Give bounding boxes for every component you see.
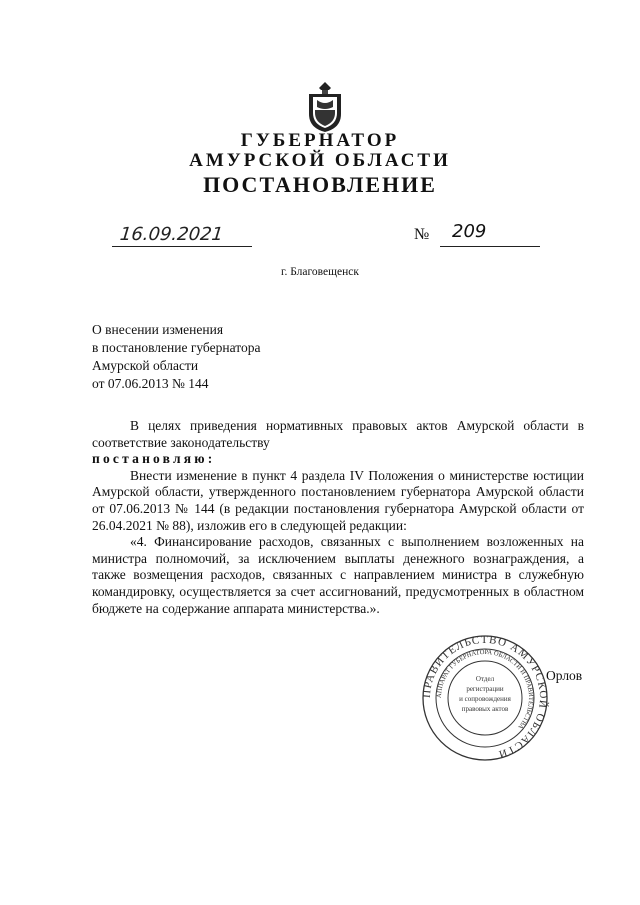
stamp-center-line: Отдел [475, 675, 495, 683]
stamp-outer-text: ПРАВИТЕЛЬСТВО АМУРСКОЙ ОБЛАСТИ [420, 633, 550, 761]
stamp-ring-text: АППАРАТ ГУБЕРНАТОРА ОБЛАСТИ И ПРАВИТЕЛЬСТВА [435, 648, 535, 731]
registration-stamp [420, 633, 550, 763]
number-underline [440, 246, 540, 247]
stamp-center-line: регистрации [466, 685, 504, 693]
stamp-center-line: и сопровождения [459, 695, 511, 703]
document-date: 16.09.2021 [118, 224, 225, 245]
signatory-name: Орлов [546, 668, 583, 683]
stamp-center-line: правовых актов [461, 705, 509, 713]
amendment-paragraph: Внести изменение в пункт 4 раздела IV Положения о министерстве юстиции Амурской области, утвержденного постановлением губернатора Амурской области от 07.06.2013 № 144 (в редакции постановления губернатора Амурской области от 26.04.2021 № 88), изложив его в следующей редакции: [92, 467, 584, 533]
subject-line: от 07.06.2013 № 144 [92, 376, 209, 391]
date-underline [112, 246, 252, 247]
preamble-paragraph: В целях приведения нормативных правовых актов Амурской области в соответствие законодательству [92, 418, 584, 450]
governor-heading: ГУБЕРНАТОР [240, 130, 400, 151]
subject-line: Амурской области [92, 358, 199, 373]
decree-word: постановляю: [92, 451, 216, 467]
city-line: г. Благовещенск [281, 266, 359, 278]
document-subject [92, 321, 260, 393]
number-sign: № [414, 226, 430, 243]
subject-line: О внесении изменения [92, 322, 224, 337]
document-type-heading: ПОСТАНОВЛЕНИЕ [203, 172, 437, 197]
quoted-paragraph: «4. Финансирование расходов, связанных с выполнением возложенных на министра полномочий, за исключением выплаты денежного вознаграждения, а также возмещения расходов, связанных с направлением министра в служебную командировку, осуществляется за счет ассигнований, предусмотренных в областном бюджете на содержание аппарата министерства.». [92, 534, 584, 616]
document-body [92, 418, 584, 617]
region-heading: АМУРСКОЙ ОБЛАСТИ [189, 150, 451, 171]
subject-line: в постановление губернатора [92, 340, 261, 355]
coat-of-arms-icon [303, 80, 347, 134]
document-number: 209 [452, 221, 487, 242]
